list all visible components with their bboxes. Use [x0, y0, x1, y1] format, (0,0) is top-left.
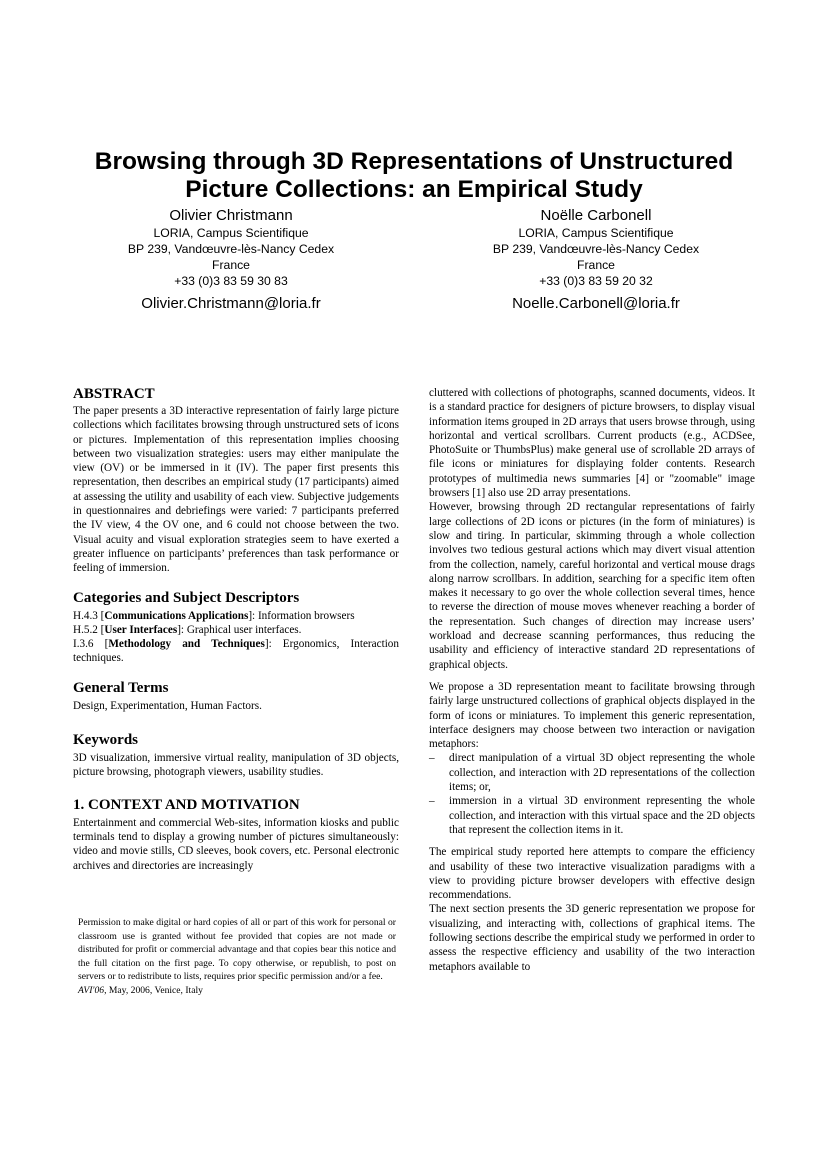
author-country: France — [577, 258, 615, 272]
keywords-text: 3D visualization, immersive virtual reality, manipulation of 3D objects, picture browsing, photograph viewers, usability studies. — [73, 752, 399, 779]
permission-text: Permission to make digital or hard copies of all or part of this work for personal or classroom use is granted without fee provided that copies are not made or distributed for profit or commercial advantage and that copies bear this notice and the full citation on the first page. To copy otherwise, or republish, to post on servers or to redistribute to lists, requires prior specific permission and/or a fee. — [78, 917, 396, 983]
section-1-text: Entertainment and commercial Web-sites, information kiosks and public terminals tend to display a growing number of pictures simultaneously: video and movie stills, CD sleeves, book covers, etc. Personal electronic archives and directories are increasingly — [73, 816, 399, 872]
title-line-2: Picture Collections: an Empirical Study — [185, 176, 643, 203]
author-name: Olivier Christmann — [169, 207, 293, 224]
keywords-heading: Keywords — [73, 732, 138, 749]
author-email: Olivier.Christmann@loria.fr — [141, 295, 321, 312]
author-email: Noelle.Carbonell@loria.fr — [512, 295, 680, 312]
author-affiliation: LORIA, Campus Scientifique — [518, 226, 674, 240]
title-line-1: Browsing through 3D Representations of Unstructured — [94, 148, 734, 175]
section-1-heading: 1. CONTEXT AND MOTIVATION — [73, 796, 300, 813]
author-name: Noëlle Carbonell — [540, 207, 652, 224]
author-address: BP 239, Vandœuvre-lès-Nancy Cedex — [492, 242, 700, 256]
section-1-paragraph: cluttered with collections of photographs, scanned documents, videos. It is a standard practice for designers of picture browsers, to display visual information items grouped in 2D arrays that users browse through, using horizontal and vertical scrollbars. Current products (e.g., ACDSee, PhotoSuite or ThumbsPlus) make general use of scrollable 2D arrays of file icons or miniatures for displaying folder contents. Research prototypes of multimedia news summaries [4] or "zoomable" image browsers [1] also use 2D array presentations. — [429, 387, 755, 500]
left-column — [73, 386, 399, 873]
metaphor-list — [429, 751, 755, 837]
author-phone: +33 (0)3 83 59 20 32 — [539, 274, 653, 288]
author-phone: +33 (0)3 83 59 30 83 — [174, 274, 288, 288]
abstract-heading: ABSTRACT — [73, 386, 155, 402]
venue-line: AVI'06, May, 2006, Venice, Italy — [78, 984, 203, 996]
right-column — [429, 386, 755, 974]
section-1-paragraph: The empirical study reported here attempts to compare the efficiency and usability of these two interactive visualization paradigms with a view to providing picture browser developers with effective design recommendations. — [429, 846, 755, 902]
abstract-text: The paper presents a 3D interactive representation of fairly large picture collections which facilitates browsing through unstructured sets of icons or pictures. Implementation of this representation implies choosing between two visualization strategies: users may either manipulate the view (OV) or be immersed in it (IV). The paper first presents this representation, then describes an empirical study (17 participants) aimed at assessing the utility and usability of each view. Subjective judgements in questionnaires and debriefings were varied: 7 participants preferred the IV view, 4 the OV one, and 6 could not choose between the two. Visual acuity and visual exploration strategies seem to have exerted a greater influence on participants’ preferences than task performance or feeling of immersion. — [73, 405, 399, 575]
author-affiliation: LORIA, Campus Scientifique — [153, 226, 309, 240]
section-1-paragraph: However, browsing through 2D rectangular representations of fairly large collections of 2D icons or pictures (in the form of miniatures) is slow and tiring. In particular, skimming through a whole collection involves two tedious gestural actions which may divert visual attention from the collection, namely, careful horizontal and vertical mouse drags along narrow scrollbars. In addition, searching for a specific item often makes it necessary to go over the whole collection several times, hence to reverse the direction of mouse moves whenever reaching a border of the representation. Such changes of direction may increase users’ workload and decrease scanning performances, thus reducing the usability and efficiency of interactive standard 2D representations of graphical objects. — [429, 501, 755, 671]
categories-heading: Categories and Subject Descriptors — [73, 589, 300, 606]
category-item: H.5.2 [User Interfaces]: Graphical user interfaces. — [73, 623, 302, 636]
permission-notice — [78, 916, 396, 998]
list-item: – immersion in a virtual 3D environment representing the whole collection, and interaction with this virtual space and the 2D objects that represent the collection items in it. — [429, 794, 755, 837]
list-item: – direct manipulation of a virtual 3D object representing the whole collection, and interaction with 2D representations of the collection items; or, — [429, 751, 755, 794]
category-item: I.3.6 [Methodology and Techniques]: Ergonomics, Interaction techniques. — [73, 638, 399, 665]
category-item: H.4.3 [Communications Applications]: Information browsers — [73, 609, 355, 622]
general-terms-text: Design, Experimentation, Human Factors. — [73, 699, 262, 712]
paper-title — [60, 148, 768, 204]
section-1-paragraph: The next section presents the 3D generic representation we propose for visualizing, and interacting with, collections of graphical items. The following sections describe the empirical study we performed in order to assess the respective efficiency and usability of the two interaction metaphors available to — [429, 903, 755, 973]
author-block-1 — [81, 207, 381, 313]
author-block-2 — [446, 207, 746, 313]
general-terms-heading: General Terms — [73, 679, 169, 696]
section-1-paragraph: We propose a 3D representation meant to facilitate browsing through fairly large unstructured collections of graphical objects displayed in the form of icons or miniatures. To implement this generic representation, interface designers may choose between two interaction or navigation metaphors: — [429, 680, 755, 751]
author-country: France — [212, 258, 250, 272]
author-address: BP 239, Vandœuvre-lès-Nancy Cedex — [127, 242, 335, 256]
